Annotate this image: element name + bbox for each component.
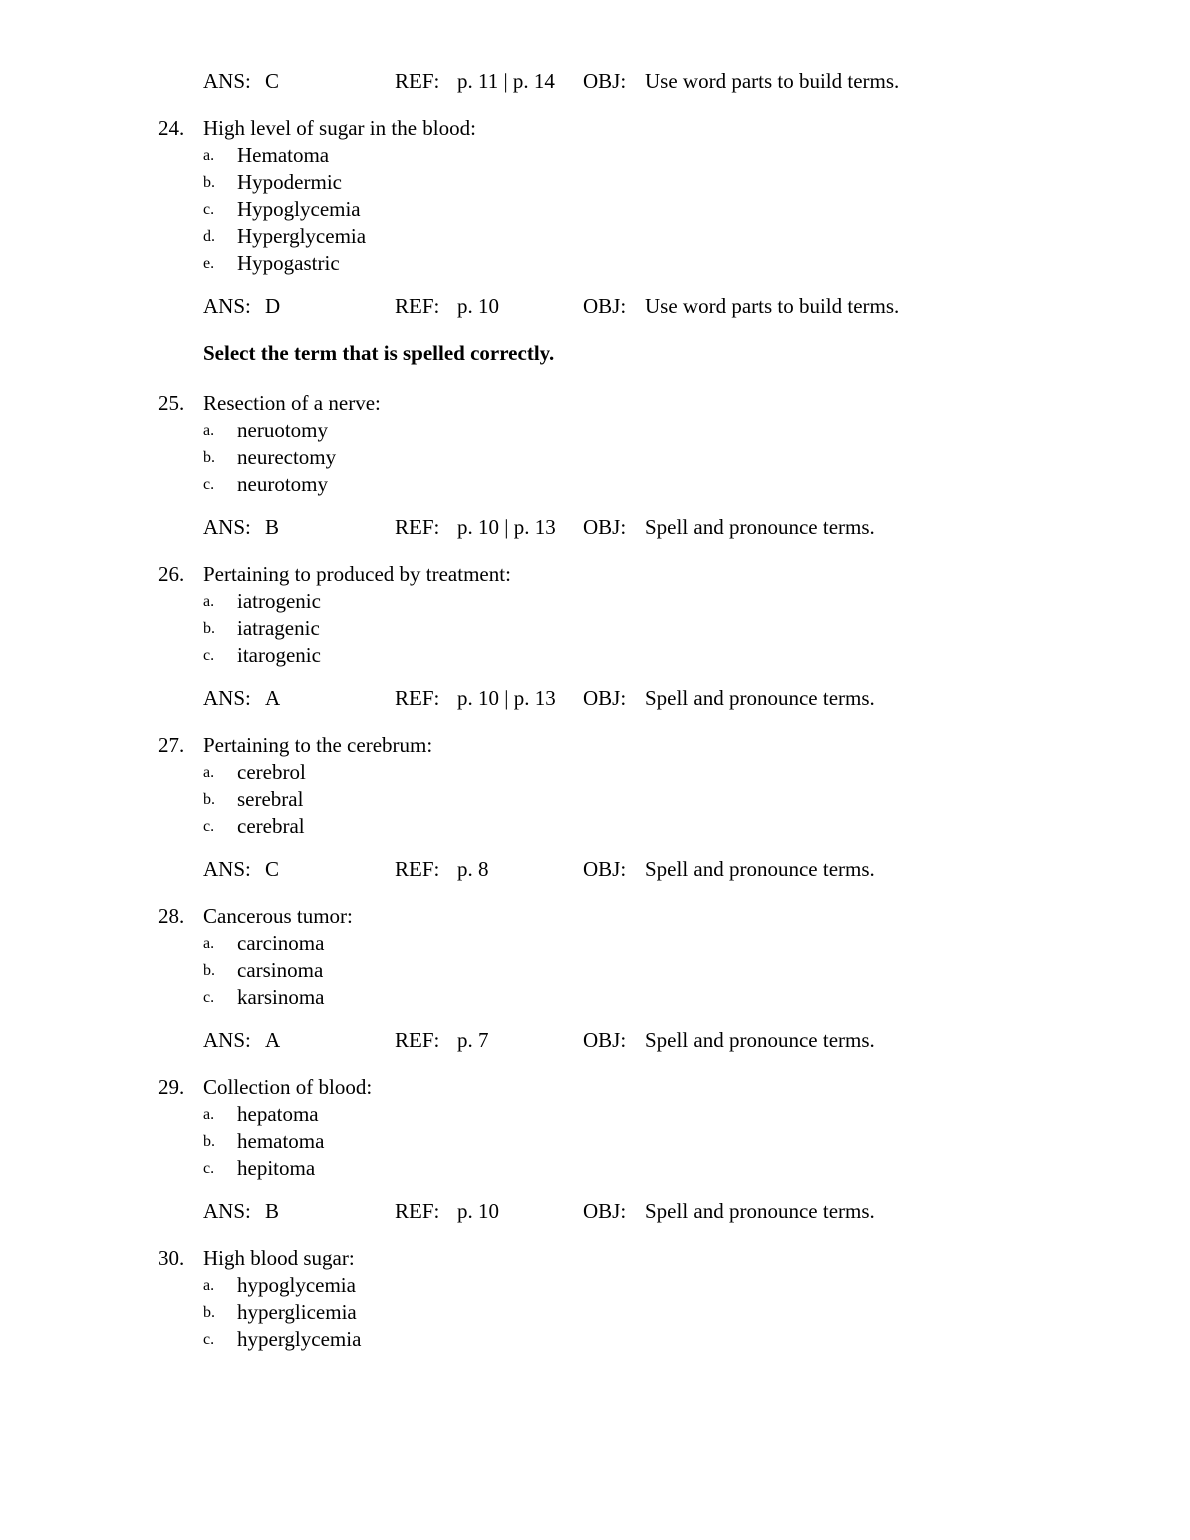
obj-value: Spell and pronounce terms.	[645, 857, 875, 881]
ref-value: p. 11 | p. 14	[457, 69, 555, 93]
option-text: iatrogenic	[237, 589, 321, 613]
ans-label: ANS:	[203, 1028, 251, 1052]
option-letter: a.	[203, 593, 215, 610]
option-a	[158, 1272, 1190, 1299]
ref-value: p. 10 | p. 13	[457, 515, 556, 539]
obj-value: Spell and pronounce terms.	[645, 686, 875, 710]
ref-value: p. 10	[457, 1199, 499, 1223]
question-text: Resection of a nerve:	[203, 391, 381, 415]
question-25	[0, 390, 1190, 498]
question-number: 25.	[158, 391, 185, 415]
option-letter: b.	[203, 449, 215, 466]
option-letter: c.	[203, 989, 215, 1006]
answer-line-q28	[0, 1027, 1190, 1054]
question-number: 29.	[158, 1075, 185, 1099]
ans-cell	[203, 856, 395, 883]
question-line	[158, 1074, 1190, 1101]
option-text: hyperglicemia	[237, 1300, 357, 1324]
ref-cell	[395, 1027, 583, 1054]
ans-cell	[203, 1198, 395, 1225]
option-b	[158, 957, 1190, 984]
obj-cell	[583, 856, 1190, 883]
ref-value: p. 10 | p. 13	[457, 686, 556, 710]
obj-label: OBJ:	[583, 1199, 627, 1223]
question-text: Pertaining to the cerebrum:	[203, 733, 433, 757]
obj-value: Spell and pronounce terms.	[645, 1028, 875, 1052]
question-line	[158, 390, 1190, 417]
obj-value: Spell and pronounce terms.	[645, 515, 875, 539]
option-c	[158, 471, 1190, 498]
ref-value: p. 10	[457, 294, 499, 318]
option-letter: c.	[203, 647, 215, 664]
option-a	[158, 930, 1190, 957]
ref-cell	[395, 68, 583, 95]
ans-label: ANS:	[203, 294, 251, 318]
ref-label: REF:	[395, 69, 440, 93]
obj-label: OBJ:	[583, 515, 627, 539]
question-text: Cancerous tumor:	[203, 904, 353, 928]
option-b	[158, 786, 1190, 813]
question-29	[0, 1074, 1190, 1182]
question-30	[0, 1245, 1190, 1353]
option-text: neurectomy	[237, 445, 337, 469]
ref-cell	[395, 293, 583, 320]
question-number: 26.	[158, 562, 185, 586]
option-letter: d.	[203, 228, 215, 245]
obj-label: OBJ:	[583, 686, 627, 710]
question-line	[158, 1245, 1190, 1272]
obj-cell	[583, 1027, 1190, 1054]
option-c	[158, 813, 1190, 840]
obj-cell	[583, 68, 1190, 95]
obj-label: OBJ:	[583, 857, 627, 881]
option-text: hepatoma	[237, 1102, 319, 1126]
obj-cell	[583, 514, 1190, 541]
ref-label: REF:	[395, 686, 440, 710]
option-b	[158, 1299, 1190, 1326]
option-text: Hypoglycemia	[237, 197, 361, 221]
option-text: carsinoma	[237, 958, 324, 982]
question-line	[158, 903, 1190, 930]
option-c	[158, 196, 1190, 223]
option-b	[158, 444, 1190, 471]
option-text: serebral	[237, 787, 304, 811]
option-b	[158, 169, 1190, 196]
option-e	[158, 250, 1190, 277]
option-d	[158, 223, 1190, 250]
ref-label: REF:	[395, 1199, 440, 1223]
option-text: Hyperglycemia	[237, 224, 367, 248]
question-text: Pertaining to produced by treatment:	[203, 562, 511, 586]
option-a	[158, 142, 1190, 169]
option-text: itarogenic	[237, 643, 321, 667]
ans-value: D	[265, 294, 281, 318]
option-letter: c.	[203, 818, 215, 835]
option-letter: a.	[203, 422, 215, 439]
answer-line-q29	[0, 1198, 1190, 1225]
ref-value: p. 7	[457, 1028, 489, 1052]
option-text: Hematoma	[237, 143, 330, 167]
option-text: hyperglycemia	[237, 1327, 362, 1351]
ans-value: C	[265, 857, 280, 881]
ans-cell	[203, 1027, 395, 1054]
ref-label: REF:	[395, 1028, 440, 1052]
ans-cell	[203, 514, 395, 541]
ans-cell	[203, 68, 395, 95]
option-letter: b.	[203, 174, 215, 191]
ref-cell	[395, 685, 583, 712]
ans-cell	[203, 685, 395, 712]
ans-label: ANS:	[203, 515, 251, 539]
ans-value: B	[265, 515, 280, 539]
ref-value: p. 8	[457, 857, 489, 881]
ref-label: REF:	[395, 857, 440, 881]
question-line	[158, 561, 1190, 588]
option-letter: c.	[203, 201, 215, 218]
question-number: 24.	[158, 116, 185, 140]
option-c	[158, 1155, 1190, 1182]
ans-label: ANS:	[203, 857, 251, 881]
answer-line-q27	[0, 856, 1190, 883]
question-28	[0, 903, 1190, 1011]
option-letter: c.	[203, 476, 215, 493]
option-b	[158, 1128, 1190, 1155]
option-text: hypoglycemia	[237, 1273, 356, 1297]
option-text: iatragenic	[237, 616, 320, 640]
option-letter: b.	[203, 1133, 215, 1150]
ans-value: C	[265, 69, 280, 93]
option-text: karsinoma	[237, 985, 325, 1009]
option-letter: a.	[203, 764, 215, 781]
answer-line-q24	[0, 293, 1190, 320]
obj-value: Use word parts to build terms.	[645, 294, 900, 318]
question-text: Collection of blood:	[203, 1075, 373, 1099]
obj-cell	[583, 293, 1190, 320]
obj-cell	[583, 1198, 1190, 1225]
option-letter: b.	[203, 791, 215, 808]
ans-value: A	[265, 1028, 281, 1052]
option-c	[158, 1326, 1190, 1353]
option-a	[158, 1101, 1190, 1128]
option-a	[158, 588, 1190, 615]
option-letter: b.	[203, 1304, 215, 1321]
ref-label: REF:	[395, 515, 440, 539]
option-letter: a.	[203, 147, 215, 164]
option-letter: a.	[203, 1277, 215, 1294]
obj-label: OBJ:	[583, 1028, 627, 1052]
option-letter: c.	[203, 1160, 215, 1177]
obj-value: Spell and pronounce terms.	[645, 1199, 875, 1223]
option-text: cerebral	[237, 814, 305, 838]
obj-value: Use word parts to build terms.	[645, 69, 900, 93]
option-text: neurotomy	[237, 472, 328, 496]
question-text: High level of sugar in the blood:	[203, 116, 476, 140]
ans-value: A	[265, 686, 281, 710]
option-a	[158, 417, 1190, 444]
option-text: carcinoma	[237, 931, 325, 955]
question-number: 28.	[158, 904, 185, 928]
obj-cell	[583, 685, 1190, 712]
ans-cell	[203, 293, 395, 320]
option-b	[158, 615, 1190, 642]
answer-line-q23	[0, 68, 1190, 95]
ans-label: ANS:	[203, 1199, 251, 1223]
option-c	[158, 642, 1190, 669]
section-instruction: Select the term that is spelled correctly.	[203, 341, 555, 365]
question-text: High blood sugar:	[203, 1246, 355, 1270]
ref-label: REF:	[395, 294, 440, 318]
option-letter: e.	[203, 255, 215, 272]
option-letter: c.	[203, 1331, 215, 1348]
ans-label: ANS:	[203, 686, 251, 710]
option-text: hepitoma	[237, 1156, 316, 1180]
option-letter: b.	[203, 620, 215, 637]
question-line	[158, 732, 1190, 759]
option-text: neruotomy	[237, 418, 328, 442]
option-text: Hypodermic	[237, 170, 342, 194]
ans-value: B	[265, 1199, 280, 1223]
option-a	[158, 759, 1190, 786]
ref-cell	[395, 856, 583, 883]
option-letter: b.	[203, 962, 215, 979]
question-number: 27.	[158, 733, 185, 757]
question-24	[0, 115, 1190, 277]
obj-label: OBJ:	[583, 294, 627, 318]
ans-label: ANS:	[203, 69, 251, 93]
ref-cell	[395, 1198, 583, 1225]
obj-label: OBJ:	[583, 69, 627, 93]
question-26	[0, 561, 1190, 669]
question-number: 30.	[158, 1246, 185, 1270]
ref-cell	[395, 514, 583, 541]
question-27	[0, 732, 1190, 840]
option-c	[158, 984, 1190, 1011]
option-text: cerebrol	[237, 760, 306, 784]
answer-line-q25	[0, 514, 1190, 541]
option-text: hematoma	[237, 1129, 325, 1153]
answer-line-q26	[0, 685, 1190, 712]
option-text: Hypogastric	[237, 251, 340, 275]
option-letter: a.	[203, 1106, 215, 1123]
option-letter: a.	[203, 935, 215, 952]
question-line	[158, 115, 1190, 142]
